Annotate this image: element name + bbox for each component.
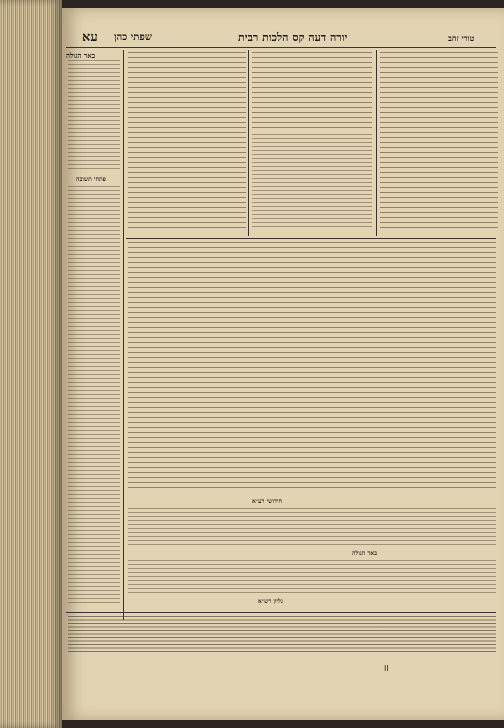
left-column-divider — [123, 50, 124, 620]
chiddushei-heading: חידושי רע״א — [252, 498, 282, 505]
header-page-number: עא — [82, 30, 98, 45]
taz-column — [380, 52, 498, 232]
gilyon-heading: גליון רש״א — [258, 598, 283, 605]
beer-hagolah-column — [68, 60, 120, 172]
header-rule — [66, 47, 496, 48]
commentary-rule — [126, 238, 496, 239]
footnote-rule — [66, 612, 496, 613]
shach-column-upper — [128, 52, 246, 232]
main-text-block-2 — [252, 134, 372, 230]
chiddushei-block — [128, 508, 496, 546]
wide-commentary-block — [128, 242, 496, 492]
pischei-teshuvah-heading: פתחי תשובה — [76, 176, 106, 183]
beer-hagolah-block — [128, 560, 496, 594]
header-taz-label: טורי זהב — [448, 33, 475, 43]
book-page — [62, 8, 504, 720]
shach-divider — [248, 50, 249, 236]
pischei-teshuvah-column — [68, 186, 120, 606]
taz-divider — [376, 50, 377, 236]
header-beer-hagolah: באר הגולה — [66, 51, 96, 60]
header-title: יורה דעה קס הלכות רבית — [238, 31, 348, 44]
book-page-edges — [0, 0, 62, 728]
footnotes-block — [68, 616, 496, 654]
main-text-block — [252, 52, 372, 130]
header-shach-label: שפתי כהן — [114, 32, 152, 43]
footer-page-mark: II — [384, 664, 389, 673]
beer-hagolah-heading: באר הגולה — [352, 550, 378, 557]
